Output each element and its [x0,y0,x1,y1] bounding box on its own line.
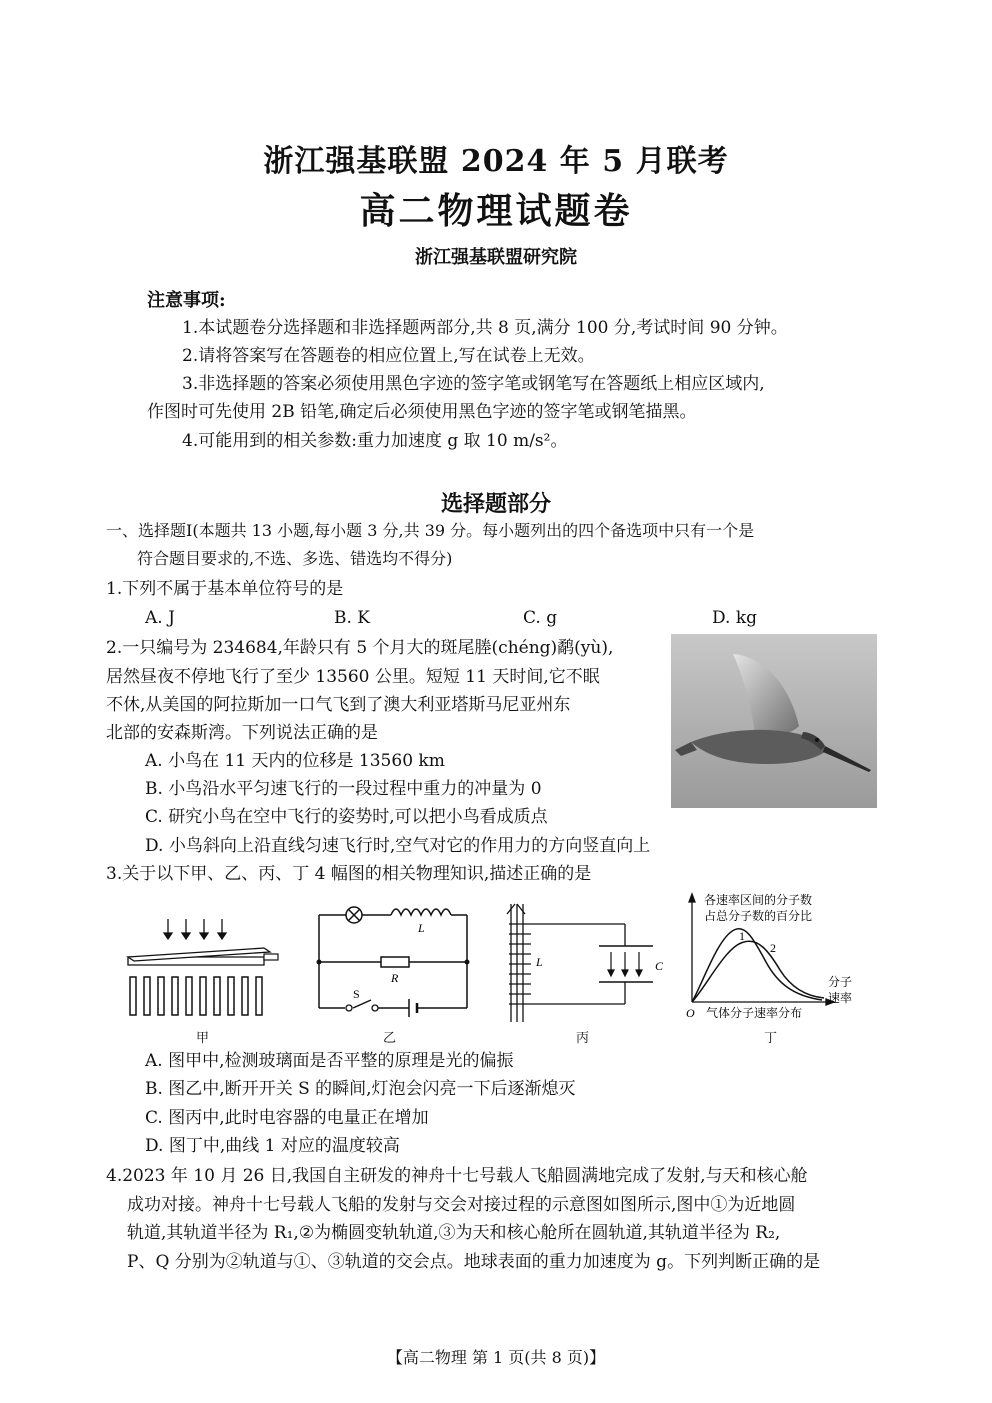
q3-option-a: A. 图甲中,检测玻璃面是否平整的原理是光的偏振 [145,1051,514,1071]
page-footer: 【高二物理 第 1 页(共 8 页)】 [386,1348,606,1367]
figure-ding-speed-distribution [684,890,860,1022]
yi-label-r: R [391,971,399,985]
bird-photo [671,634,877,808]
question-4-stem: P、Q 分别为②轨道与①、③轨道的交会点。地球表面的重力加速度为 g。下列判断正确的是 [127,1252,821,1272]
paper-title: 高二物理试题卷 [359,190,633,232]
bing-label-c: C [655,959,664,973]
ding-curve-1-label: 1 [739,929,745,943]
ding-xlabel-2: 速率 [828,991,853,1005]
ding-origin: O [686,1006,695,1020]
section-title: 选择题部分 [440,491,551,517]
ding-curve-2-label: 2 [770,941,776,955]
q1-option-d: D. kg [712,608,758,628]
notice-heading: 注意事项: [147,290,226,311]
q2-option-a: A. 小鸟在 11 天内的位移是 13560 km [145,751,445,771]
ding-ylabel-1: 各速率区间的分子数 [704,893,813,907]
q1-option-b: B. K [334,608,371,628]
caption-yi: 乙 [383,1031,397,1046]
figure-yi-circuit [313,900,473,1025]
notice-item: 1.本试题卷分选择题和非选择题两部分,共 8 页,满分 100 分,考试时间 90 分钟。 [182,318,788,338]
ding-xlabel-1: 分子 [828,975,853,989]
q2-option-d: D. 小鸟斜向上沿直线匀速飞行时,空气对它的作用力的方向竖直向上 [145,836,651,856]
q2-option-c: C. 研究小鸟在空中飞行的姿势时,可以把小鸟看成质点 [145,807,548,827]
question-1-stem: 1.下列不属于基本单位符号的是 [106,579,344,599]
caption-jia: 甲 [196,1031,210,1046]
ding-ylabel-2: 占总分子数的百分比 [704,909,813,923]
notice-item: 3.非选择题的答案必须使用黑色字迹的签字笔或钢笔写在答题纸上相应区域内, [182,374,765,394]
question-4-stem: 轨道,其轨道半径为 R₁,②为椭圆变轨轨道,③为天和核心舱所在圆轨道,其轨道半径为 R₂, [127,1223,781,1243]
notice-item: 2.请将答案写在答题卷的相应位置上,写在试卷上无效。 [182,346,595,366]
q3-option-b: B. 图乙中,断开开关 S 的瞬间,灯泡会闪亮一下后逐渐熄灭 [145,1079,576,1099]
yi-label-l: L [418,921,425,935]
institute-name: 浙江强基联盟研究院 [415,247,577,268]
caption-ding: 丁 [764,1031,778,1046]
q1-option-c: C. g [523,608,558,628]
q3-option-d: D. 图丁中,曲线 1 对应的温度较高 [145,1136,400,1156]
notice-item: 作图时可先使用 2B 铅笔,确定后必须使用黑色字迹的签字笔或钢笔描黑。 [147,402,697,422]
exam-title: 浙江强基联盟 2024 年 5 月联考 [263,144,729,179]
q3-option-c: C. 图丙中,此时电容器的电量正在增加 [145,1108,429,1128]
question-3-stem: 3.关于以下甲、乙、丙、丁 4 幅图的相关物理知识,描述正确的是 [106,864,592,884]
caption-bing: 丙 [576,1031,590,1046]
figure-bing-lc-circuit [503,900,667,1025]
question-2-stem: 不休,从美国的阿拉斯加一口气飞到了澳大利亚塔斯马尼亚州东 [106,695,571,715]
ding-caption: 气体分子速率分布 [706,1006,803,1020]
part-instructions-cont: 符合题目要求的,不选、多选、错选均不得分) [137,549,453,568]
bing-label-l: L [536,955,543,969]
q1-option-a: A. J [145,608,175,628]
figure-jia-thin-film [124,917,282,1019]
question-2-stem: 2.一只编号为 234684,年龄只有 5 个月大的斑尾塍(chéng)鹬(yù), [106,638,614,658]
yi-label-s: S [353,987,360,1001]
question-4-stem: 成功对接。神舟十七号载人飞船的发射与交会对接过程的示意图如图所示,图中①为近地圆 [127,1195,796,1215]
q2-option-b: B. 小鸟沿水平匀速飞行的一段过程中重力的冲量为 0 [145,779,542,799]
question-2-stem: 北部的安森斯湾。下列说法正确的是 [106,723,378,743]
notice-item: 4.可能用到的相关参数:重力加速度 g 取 10 m/s²。 [182,431,568,451]
part-instructions: 一、选择题Ⅰ(本题共 13 小题,每小题 3 分,共 39 分。每小题列出的四个备选项中只有一个是 [106,521,755,540]
question-4-stem: 4.2023 年 10 月 26 日,我国自主研发的神舟十七号载人飞船圆满地完成了发射,与天和核心舱 [106,1166,808,1186]
question-2-stem: 居然昼夜不停地飞行了至少 13560 公里。短短 11 天时间,它不眠 [106,667,600,687]
